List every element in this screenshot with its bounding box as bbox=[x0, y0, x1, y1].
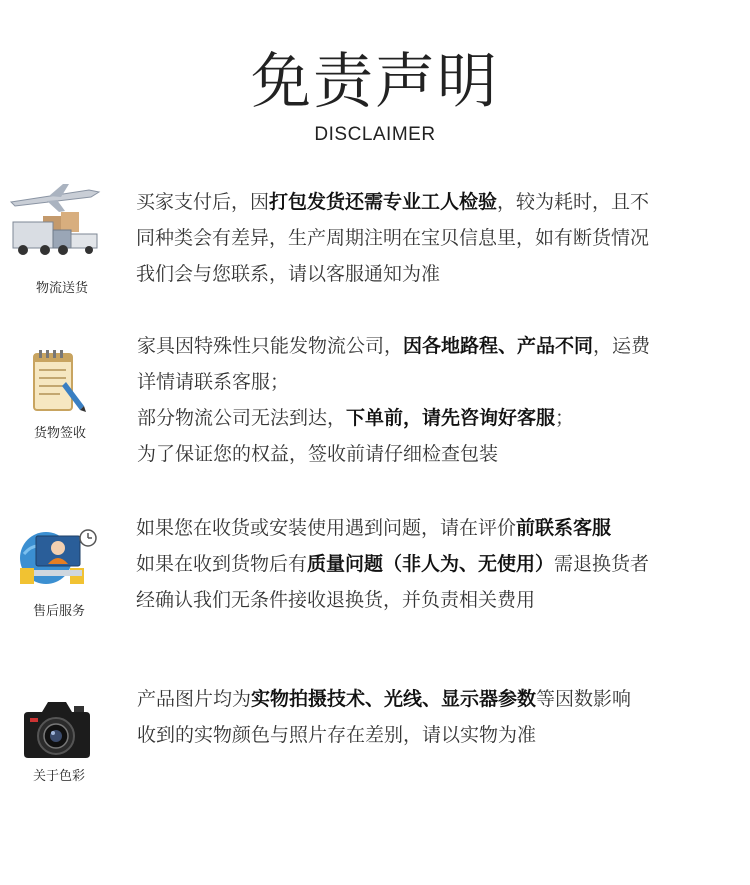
body-text: ，运费 bbox=[593, 335, 651, 357]
section-text-signing bbox=[137, 328, 650, 472]
body-text: 收到的实物颜色与照片存在差别，请以实物为准 bbox=[137, 724, 537, 746]
emphasis-text: 下单前，请先咨询好客服 bbox=[346, 407, 556, 429]
body-text: 买家支付后，因 bbox=[136, 191, 270, 213]
section-text-logistics bbox=[136, 184, 649, 292]
emphasis-text: 实物拍摄技术、光线、显示器参数 bbox=[251, 688, 537, 710]
body-text: 详情请联系客服； bbox=[137, 371, 290, 393]
body-text: 同种类会有差异，生产周期注明在宝贝信息里，如有断货情况 bbox=[136, 227, 650, 249]
section-label-color: 关于色彩 bbox=[32, 769, 85, 784]
body-text: 部分物流公司无法到达， bbox=[137, 407, 347, 429]
section-text-color bbox=[137, 681, 631, 753]
body-text: ； bbox=[555, 407, 575, 429]
text-line bbox=[136, 546, 649, 582]
body-text: 如果您在收货或安装使用遇到问题，请在评价 bbox=[136, 517, 517, 539]
section-label-after-sales: 售后服务 bbox=[32, 604, 85, 619]
body-text: ，较为耗时，且不 bbox=[497, 191, 650, 213]
section-text-after-sales bbox=[136, 510, 649, 618]
text-line bbox=[136, 220, 649, 256]
section-label-signing: 货物签收 bbox=[33, 426, 86, 441]
notepad-pen-icon bbox=[30, 348, 88, 416]
text-line bbox=[137, 328, 650, 364]
text-line bbox=[137, 681, 631, 717]
camera-icon bbox=[22, 698, 92, 760]
text-line bbox=[137, 364, 650, 400]
emphasis-text: 质量问题（非人为、无使用） bbox=[307, 553, 555, 575]
customer-service-icon bbox=[14, 524, 100, 592]
section-label-logistics: 物流送货 bbox=[35, 281, 88, 296]
body-text: 为了保证您的权益，签收前请仔细检查包装 bbox=[137, 443, 499, 465]
text-line bbox=[136, 510, 649, 546]
body-text: 需退换货者 bbox=[554, 553, 650, 575]
body-text: 家具因特殊性只能发物流公司， bbox=[137, 335, 404, 357]
body-text: 如果在收到货物后有 bbox=[136, 553, 308, 575]
text-line bbox=[137, 717, 631, 753]
page-subtitle: DISCLAIMER bbox=[314, 124, 436, 145]
page-title: 免责声明 bbox=[251, 47, 499, 117]
emphasis-text: 因各地路程、产品不同 bbox=[403, 335, 594, 357]
text-line bbox=[136, 184, 649, 220]
text-line bbox=[137, 400, 650, 436]
emphasis-text: 打包发货还需专业工人检验 bbox=[269, 191, 498, 213]
airplane-truck-icon bbox=[5, 182, 103, 262]
text-line bbox=[137, 436, 650, 472]
text-line bbox=[136, 582, 649, 618]
body-text: 我们会与您联系，请以客服通知为准 bbox=[136, 263, 441, 285]
body-text: 经确认我们无条件接收退换货，并负责相关费用 bbox=[136, 589, 536, 611]
body-text: 等因数影响 bbox=[536, 688, 632, 710]
emphasis-text: 前联系客服 bbox=[516, 517, 612, 539]
text-line bbox=[136, 256, 649, 292]
body-text: 产品图片均为 bbox=[137, 688, 252, 710]
